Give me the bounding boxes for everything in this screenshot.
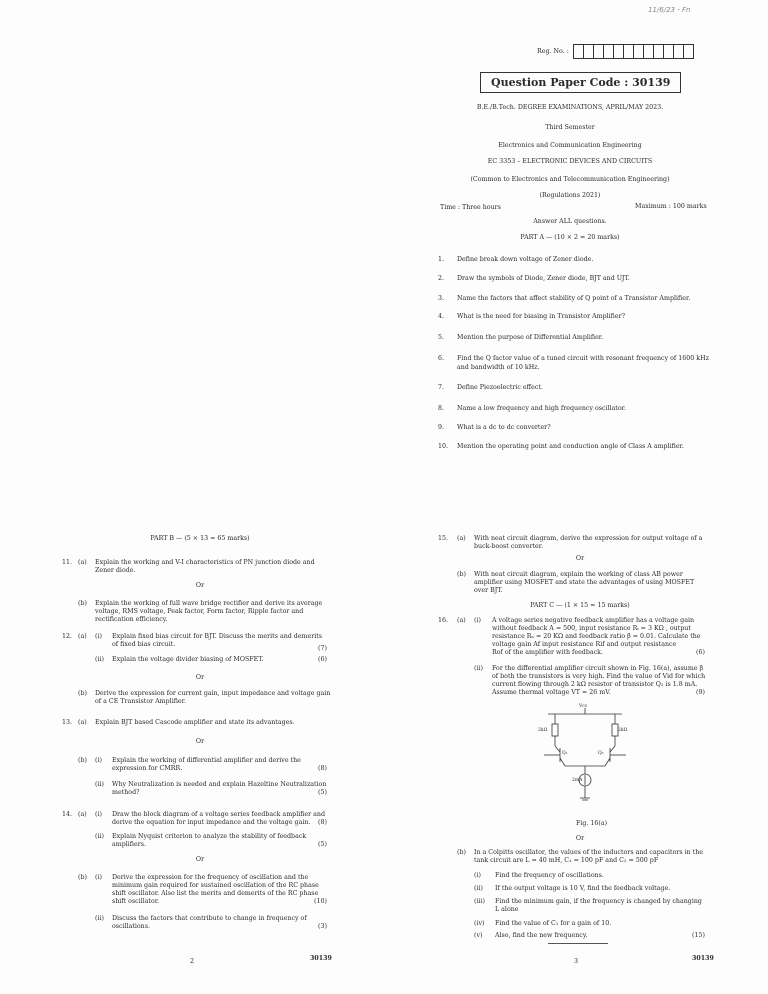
q13a-text: Explain BJT based Cascode amplifier and state its advantages. [95,719,295,726]
q16b-label: (b) [457,849,466,856]
q16a-i-line2: without feedback A = 500, input resistance Rᵢ = 3 KΩ , output [492,625,691,632]
q12a-ii-marks: (6) [318,656,327,663]
reg-no-cell [674,44,684,59]
fig-q1-label: Q₁ [562,751,568,756]
q13a-label: (a) [78,719,87,726]
part-a-question-number: 2. [438,275,445,282]
q14b-i-line1: Derive the expression for the frequency of oscillation and the [112,874,309,881]
q14a-i-line2: derive the equation for input impedance and the voltage gain. [112,819,311,826]
q11b-line3: rectification efficiency. [95,616,168,623]
or-13: Or [195,738,205,745]
q15a-label: (a) [457,535,466,542]
q13b-ii-line1: Why Neutralization is needed and explain Hazeltine Neutralization [112,781,327,788]
part-a-title: PART A — (10 × 2 = 20 marks) [520,234,620,241]
part-a-question-number: 1. [438,256,445,263]
exam-title: B.E./B.Tech. DEGREE EXAMINATIONS, APRIL/MAY 2023. [476,104,664,111]
q14b-i-line4: shift oscillator. [112,898,160,905]
fig-r1-label: 2kΩ [538,728,548,733]
q16b-v-label: (v) [474,932,483,939]
fig-caption: Fig. 16(a) [576,820,608,827]
reg-no-cell [573,44,584,59]
q11-number: 11. [62,559,73,566]
q16b-iii-line2: L alone [495,906,519,913]
part-a-question-text: Mention the purpose of Differential Amplifier. [457,334,604,341]
q13b-ii-marks: (5) [318,789,327,796]
q14a-label: (a) [78,811,87,818]
q14a-ii-marks: (5) [318,841,327,848]
part-a-question-number: 9. [438,424,445,431]
q16a-ii-line4: Assume thermal voltage VT = 26 mV. [492,689,611,696]
reg-no-cell [594,44,604,59]
q11a-line2: Zener diode. [95,567,136,574]
differential-amplifier-figure [520,702,650,812]
q12a-label: (a) [78,633,87,640]
reg-no-cell [684,44,694,59]
q13b-i-line2: expression for CMRR. [112,765,183,772]
part-a-question-text: Mention the operating point and conduction angle of Class A amplifier. [457,443,684,450]
q16b-line2: tank circuit are L = 40 mH, C₁ = 100 pF and C₂ = 500 pF [474,857,659,864]
q16b-iv-text: Find the value of C₁ for a gain of 10. [495,920,612,927]
q12b-label: (b) [78,690,87,697]
reg-no-cell [614,44,624,59]
fig-current-label: 2mA [572,778,583,783]
q16a-ii-line3: current flowing through 2 kΩ resistor of transistor Q₂ is 1.8 mA. [492,681,698,688]
common-to: (Common to Electronics and Telecommunication Engineering) [470,176,670,183]
or-16: Or [575,835,585,842]
part-a-question-number: 6. [438,355,445,362]
semester: Third Semester [545,124,595,131]
q16a-i-label: (i) [474,617,481,624]
q14b-ii-line1: Discuss the factors that contribute to change in frequency of [112,915,307,922]
q12a-i-label: (i) [95,633,102,640]
part-a-question-text: Draw the symbols of Diode, Zener diode, BJT and UJT. [457,275,630,282]
q16b-iii-label: (iii) [474,898,485,905]
q14b-i-line3: shift oscillator. Also list the merits and demerits of the RC phase [112,890,319,897]
q12a-i-line2: of fixed bias circuit. [112,641,176,648]
q16b-v-text: Also, find the new frequency. [495,932,588,939]
q14a-ii-label: (ii) [95,833,104,840]
q16a-i-line5: Rof of the amplifier with feedback. [492,649,603,656]
q13b-ii-label: (ii) [95,781,104,788]
q15b-label: (b) [457,571,466,578]
q6-continuation: and bandwidth of 10 kHz. [457,364,540,371]
q16b-i-text: Find the frequency of oscillations. [495,872,604,879]
instruction: Answer ALL questions. [533,218,607,225]
reg-no-cell [584,44,594,59]
q14-number: 14. [62,811,73,818]
reg-no-label: Reg. No. : [537,48,569,55]
reg-no-cell [664,44,674,59]
fig-vcc-label: Vcc [579,704,588,709]
or-12: Or [195,674,205,681]
q14b-i-label: (i) [95,874,102,881]
q16b-iv-label: (iv) [474,920,485,927]
q16a-ii-label: (ii) [474,665,483,672]
q16a-ii-marks: (9) [696,689,705,696]
part-a-question-text: Name the factors that affect stability of Q point of a Transistor Amplifier. [457,295,691,302]
q15b-line1: With neat circuit diagram, explain the working of class AB power [474,571,683,578]
q15b-line3: over BJT. [474,587,503,594]
q13b-label: (b) [78,757,87,764]
page-number-left: 2 [190,958,195,965]
q16a-ii-line1: For the differential amplifier circuit shown in Fig. 16(a), assume β [492,665,704,672]
q13-number: 13. [62,719,73,726]
page-code-left: 30139 [310,955,332,962]
max-marks: Maximum : 100 marks [635,203,707,210]
q14b-ii-marks: (3) [318,923,327,930]
fig-q2-label: Q₂ [598,751,604,756]
q16a-ii-line2: of both the transistors is very high. Find the value of Vid for which [492,673,706,680]
part-a-question-number: 8. [438,405,445,412]
q11b-label: (b) [78,600,87,607]
q16b-ii-label: (ii) [474,885,483,892]
q16a-i-line3: resistance Rₒ = 20 KΩ and feedback ratio β = 0.01. Calculate the [492,633,701,640]
or-11: Or [195,582,205,589]
time-label: Time : Three hours [440,204,501,211]
reg-no-cell [624,44,634,59]
q13b-ii-line2: method? [112,789,140,796]
q13b-i-line1: Explain the working of differential amplifier and derive the [112,757,301,764]
part-a-question-text: Name a low frequency and high frequency oscillator. [457,405,626,412]
q14a-i-marks: (8) [318,819,327,826]
part-a-question-number: 5. [438,334,445,341]
part-a-question-text: Find the Q factor value of a tuned circuit with resonant frequency of 1600 kHz [457,355,709,362]
q12a-ii-label: (ii) [95,656,104,663]
q12a-ii-text: Explain the voltage divider biasing of MOSFET. [112,656,264,663]
q14b-ii-line2: oscillations. [112,923,150,930]
q11a-label: (a) [78,559,87,566]
reg-no-boxes [573,44,694,59]
department: Electronics and Communication Engineering [498,142,642,149]
part-b-title: PART B — (5 × 13 = 65 marks) [150,535,250,542]
reg-no-cell [644,44,654,59]
q12a-i-marks: (7) [318,645,327,652]
part-a-question-number: 7. [438,384,445,391]
q16-number: 16. [438,617,449,624]
q14b-ii-label: (ii) [95,915,104,922]
q14a-ii-line2: amplifiers. [112,841,146,848]
part-a-question-text: What is a dc to dc converter? [457,424,551,431]
fig-r2-label: 2kΩ [618,728,628,733]
part-a-question-number: 3. [438,295,445,302]
or-14: Or [195,856,205,863]
q12a-i-line1: Explain fixed bias circuit for BJT. Discuss the merits and demerits [112,633,323,640]
page-code-right: 30139 [692,955,714,962]
q14b-label: (b) [78,874,87,881]
q16a-i-marks: (6) [696,649,705,656]
q16a-i-line1: A voltage series negative feedback amplifier has a voltage gain [492,617,695,624]
q14b-i-line2: minimum gain required for sustained oscillation of the RC phase [112,882,319,889]
q16b-i-label: (i) [474,872,481,879]
q15-number: 15. [438,535,449,542]
q14a-ii-line1: Explain Nyquist criterion to analyze the stability of feedback [112,833,307,840]
q12-number: 12. [62,633,73,640]
reg-no-cell [634,44,644,59]
q12b-line2: of a CE Transistor Amplifier. [95,698,186,705]
q16a-i-line4: voltage gain Af input resistance Rif and output resistance [492,641,677,648]
q13b-i-label: (i) [95,757,102,764]
page-number-right: 3 [574,958,579,965]
part-c-title: PART C — (1 × 15 = 15 marks) [530,602,630,609]
q11b-line1: Explain the working of full wave bridge rectifier and derive its average [95,600,323,607]
regulations: (Regulations 2021) [539,192,601,199]
handwritten-note: 11/6/23 - Fn [648,6,691,14]
question-paper-code: Question Paper Code : 30139 [480,72,681,93]
reg-no-cell [604,44,614,59]
reg-no-cell [654,44,664,59]
q15b-line2: amplifier using MOSFET and state the advantages of using MOSFET [474,579,695,586]
part-a-question-text: Define break down voltage of Zener diode. [457,256,594,263]
q16a-label: (a) [457,617,466,624]
course-title: EC 3353 – ELECTRONIC DEVICES AND CIRCUITS [487,158,653,165]
q14a-i-label: (i) [95,811,102,818]
part-a-question-text: Define Piezoelectric effect. [457,384,543,391]
part-a-question-number: 10. [438,443,449,450]
end-divider [548,943,608,944]
q14a-i-line1: Draw the block diagram of a voltage series feedback amplifier and [112,811,325,818]
q12b-line1: Derive the expression for current gain, input impedance and voltage gain [95,690,331,697]
q11b-line2: voltage, RMS voltage, Peak factor, Form factor, Ripple factor and [95,608,304,615]
q11a-line1: Explain the working and V-I characteristics of PN junction diode and [95,559,315,566]
q16b-line1: In a Colpitts oscillator, the values of the inductors and capacitors in the [474,849,703,856]
q13b-i-marks: (8) [318,765,327,772]
q16b-ii-text: If the output voltage is 10 V, find the feedback voltage. [495,885,671,892]
part-a-question-number: 4. [438,313,445,320]
or-15: Or [575,555,585,562]
part-a-question-text: What is the need for biasing in Transistor Amplifier? [457,313,625,320]
q16b-marks: (15) [692,932,705,939]
q15a-line1: With neat circuit diagram, derive the expression for output voltage of a [474,535,703,542]
q14b-i-marks: (10) [314,898,327,905]
q16b-iii-line1: Find the minimum gain, if the frequency is changed by changing [495,898,702,905]
q15a-line2: buck-boost converter. [474,543,544,550]
